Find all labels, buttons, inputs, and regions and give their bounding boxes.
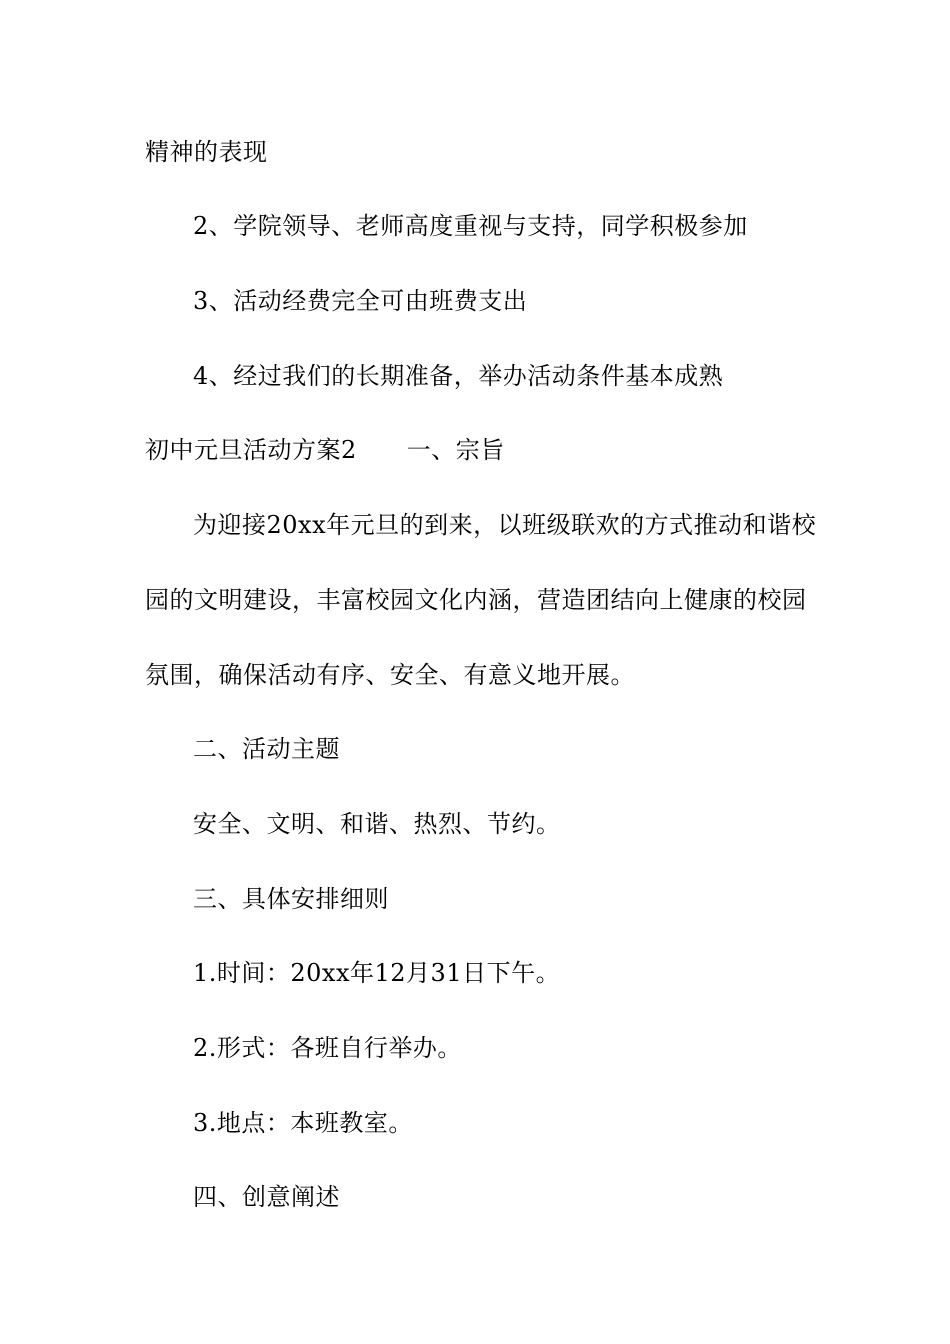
section-title: 初中元旦活动方案2 [145, 436, 357, 464]
text-line: 园的文明建设，丰富校园文化内涵，营造团结向上健康的校园 [145, 586, 807, 614]
text-line: 为迎接20xx年元旦的到来，以班级联欢的方式推动和谐校 [193, 511, 817, 539]
text-line: 4、经过我们的长期准备，举办活动条件基本成熟 [193, 362, 724, 390]
section-heading: 三、具体安排细则 [193, 885, 389, 913]
text-line: 氛围，确保活动有序、安全、有意义地开展。 [145, 661, 635, 689]
section-heading: 四、创意阐述 [193, 1183, 340, 1211]
list-item: 1.时间：20xx年12月31日下午。 [193, 959, 561, 987]
text-line: 安全、文明、和谐、热烈、节约。 [193, 810, 561, 838]
section-heading: 一、宗旨 [406, 436, 505, 464]
text-line: 3、活动经费完全可由班费支出 [193, 287, 528, 315]
list-item: 3.地点：本班教室。 [193, 1109, 413, 1137]
text-line: 2、学院领导、老师高度重视与支持，同学积极参加 [193, 212, 748, 240]
text-line: 精神的表现 [145, 138, 268, 166]
section-heading: 二、活动主题 [193, 735, 340, 763]
list-item: 2.形式：各班自行举办。 [193, 1034, 462, 1062]
section-heading-line [145, 434, 505, 466]
